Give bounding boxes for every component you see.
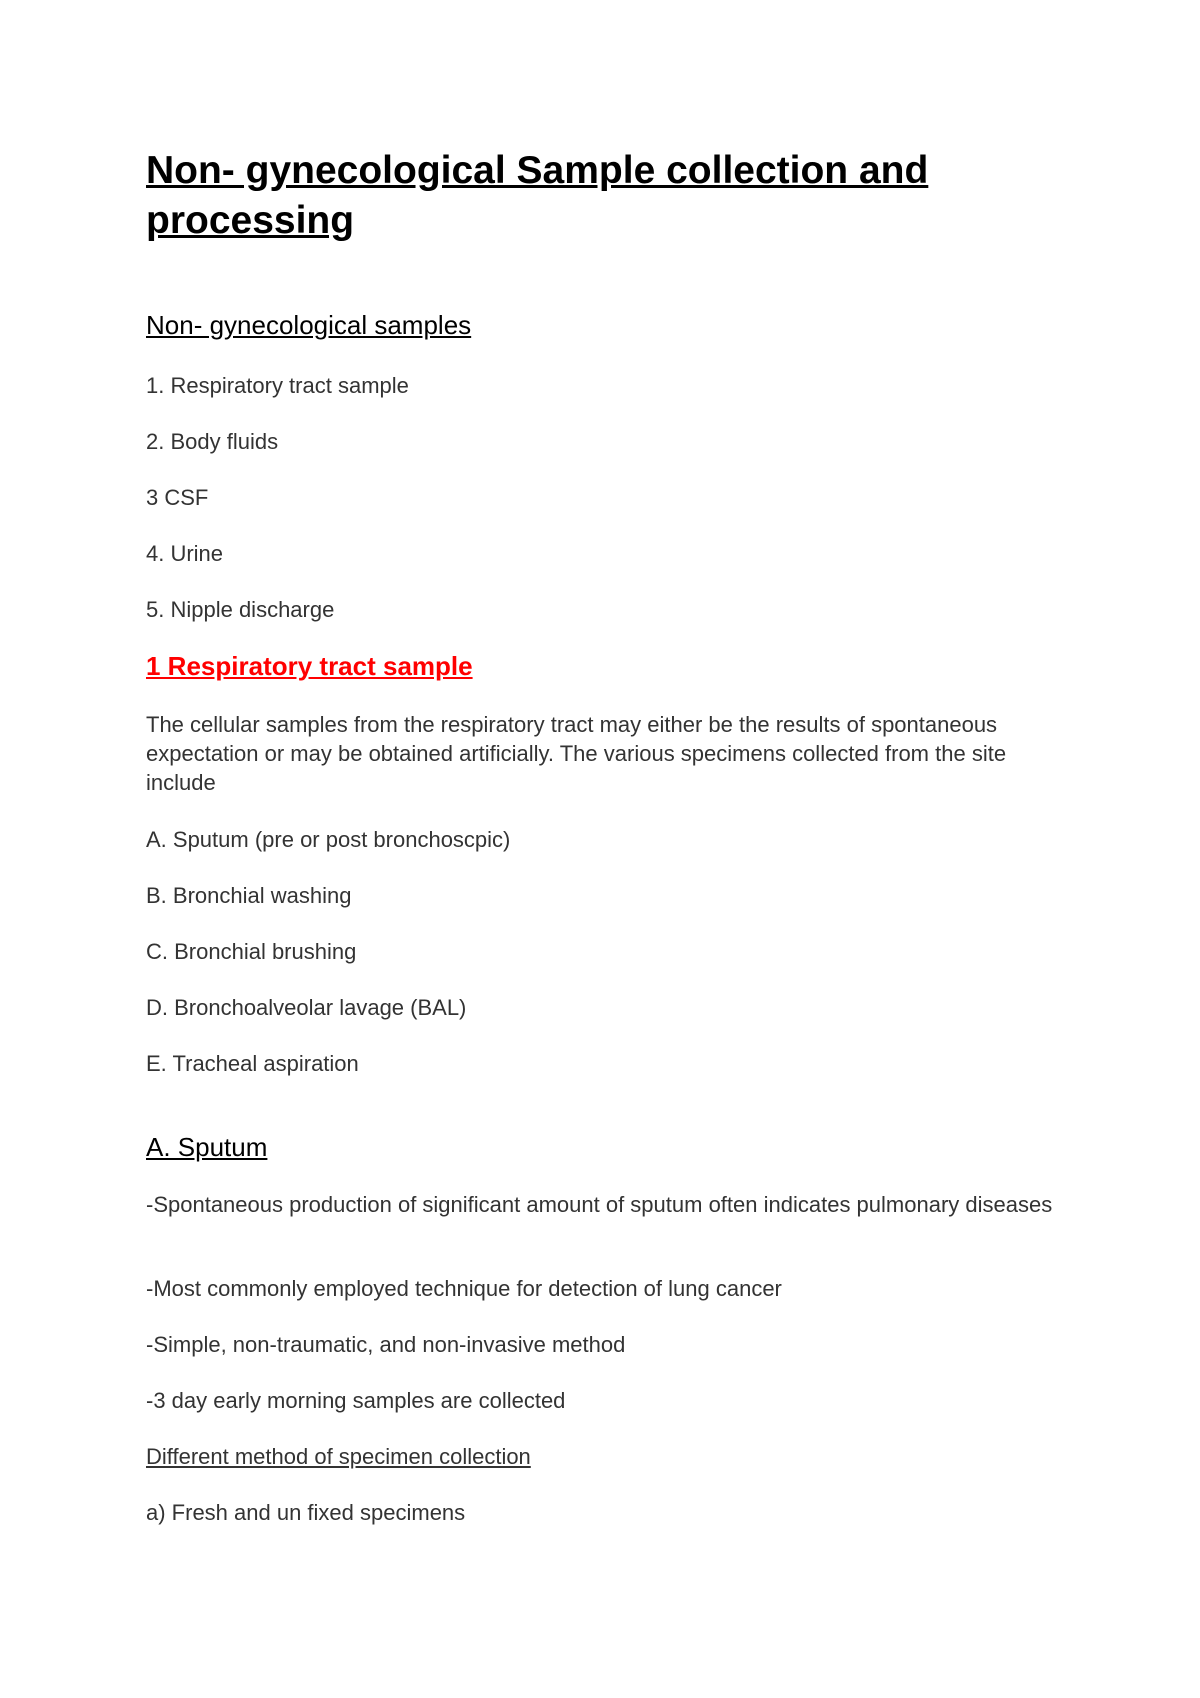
respiratory-heading: 1 Respiratory tract sample xyxy=(146,651,473,681)
sputum-point: -3 day early morning samples are collected xyxy=(146,1388,566,1413)
samples-list-item: 2. Body fluids xyxy=(146,429,279,454)
sputum-heading: A. Sputum xyxy=(146,1132,268,1162)
samples-heading: Non- gynecological samples xyxy=(146,310,472,340)
specimen-list-item: E. Tracheal aspiration xyxy=(146,1051,359,1076)
samples-list-item: 5. Nipple discharge xyxy=(146,597,335,622)
samples-list-item: 4. Urine xyxy=(146,541,224,566)
specimen-list-item: A. Sputum (pre or post bronchoscpic) xyxy=(146,827,511,852)
collection-subheading: Different method of specimen collection xyxy=(146,1444,531,1469)
respiratory-paragraph: The cellular samples from the respiratory tract may either be the results of spontaneous expectation or may be obtained artificially. The various specimens collected from the site include xyxy=(146,712,1007,795)
sputum-point: -Simple, non-traumatic, and non-invasive method xyxy=(146,1332,626,1357)
specimen-list-item: B. Bronchial washing xyxy=(146,883,352,908)
sputum-point: -Spontaneous production of significant amount of sputum often indicates pulmonary diseases xyxy=(146,1192,1053,1217)
samples-list-item: 3 CSF xyxy=(146,485,209,510)
samples-list-item: 1. Respiratory tract sample xyxy=(146,373,409,398)
specimen-list-item: D. Bronchoalveolar lavage (BAL) xyxy=(146,995,467,1020)
document-title: Non- gynecological Sample collection and processing xyxy=(146,149,929,242)
sputum-point: -Most commonly employed technique for detection of lung cancer xyxy=(146,1276,782,1301)
collection-method-item: a) Fresh and un fixed specimens xyxy=(146,1500,466,1525)
specimen-list-item: C. Bronchial brushing xyxy=(146,939,357,964)
